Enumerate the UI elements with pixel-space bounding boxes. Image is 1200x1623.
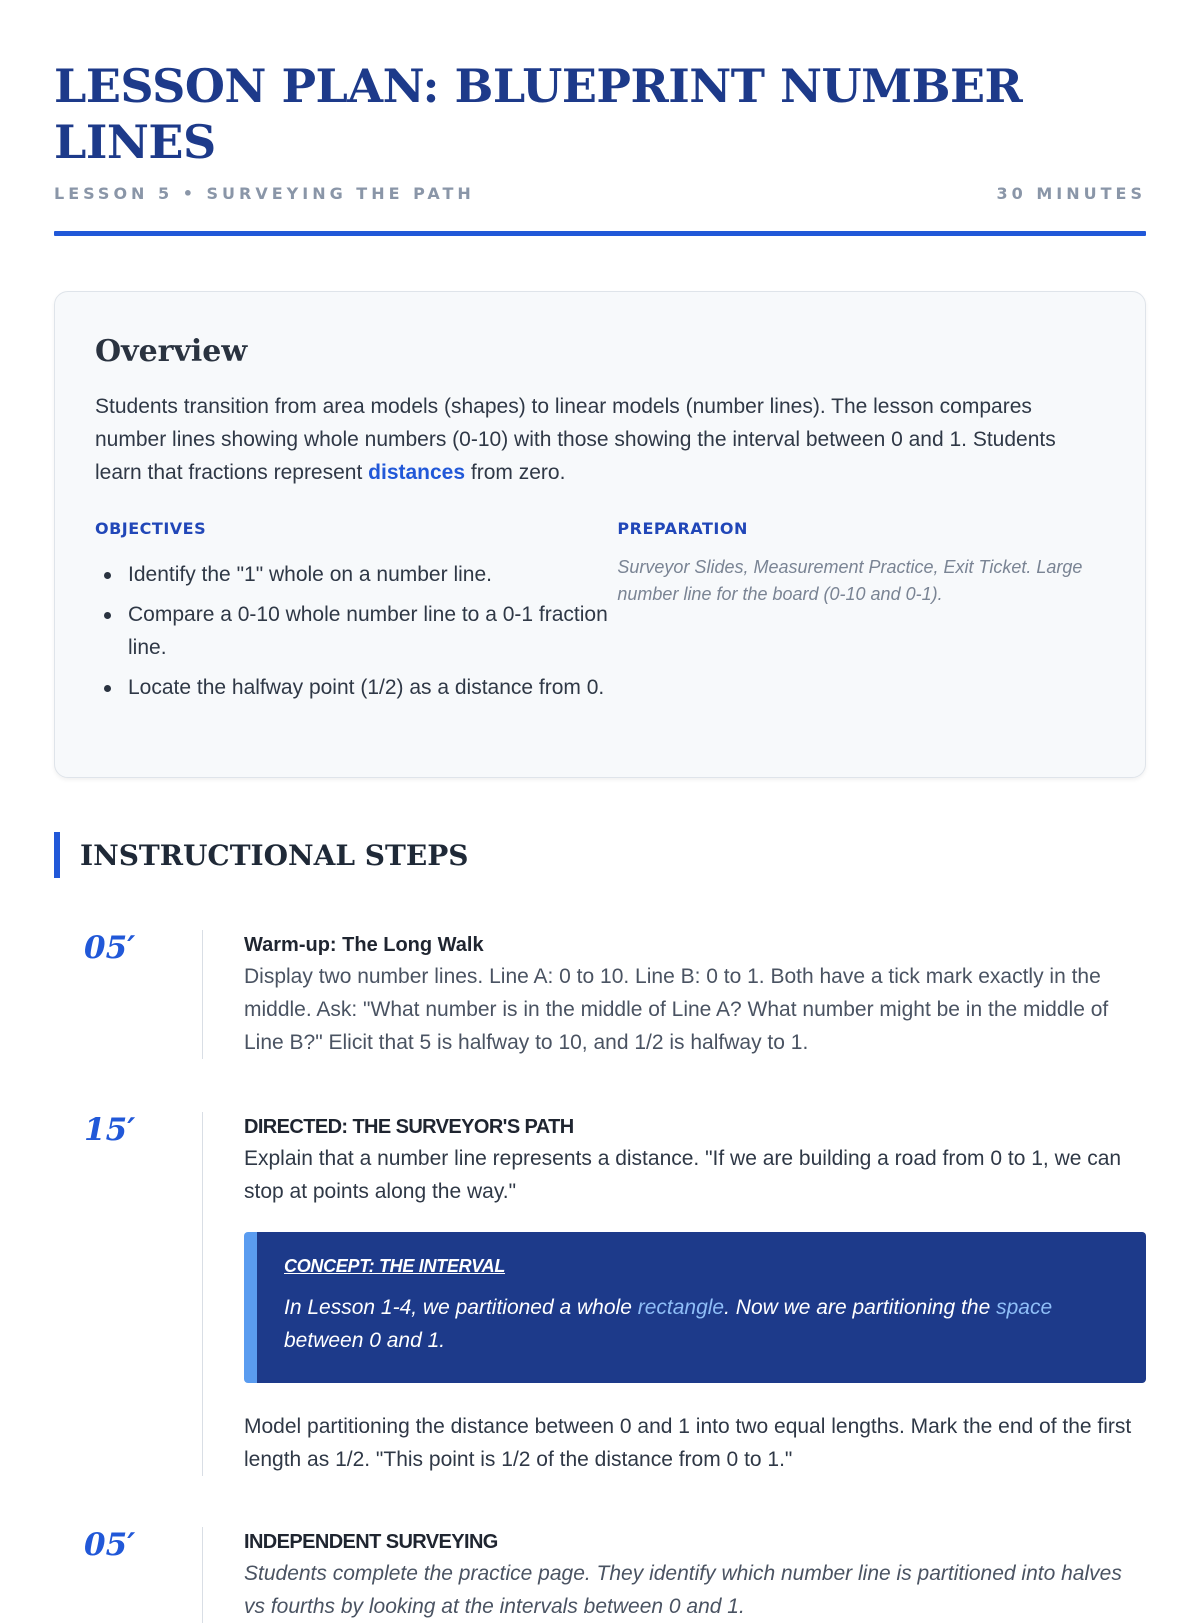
summary-highlight: distances bbox=[368, 461, 466, 484]
concept-text-part: between 0 and 1. bbox=[284, 1329, 446, 1352]
objective-item: Identify the "1" whole on a number line. bbox=[95, 558, 617, 591]
objective-item: Compare a 0-10 whole number line to a 0-1 fraction line. bbox=[95, 598, 617, 664]
overview-summary bbox=[95, 390, 1105, 489]
step-title: Warm-up: The Long Walk bbox=[244, 934, 484, 956]
summary-text-end: from zero. bbox=[465, 461, 566, 484]
step-body bbox=[202, 930, 1146, 1059]
concept-text-part: . Now we are partitioning the bbox=[724, 1296, 997, 1319]
concept-accent-word: rectangle bbox=[637, 1296, 725, 1319]
overview-card bbox=[54, 291, 1146, 778]
objectives-heading: OBJECTIVES bbox=[95, 519, 207, 538]
step-title: INDEPENDENT SURVEYING bbox=[244, 1531, 498, 1553]
concept-text bbox=[284, 1291, 1119, 1357]
preparation-heading: PREPARATION bbox=[617, 519, 748, 538]
step-time: 15′ bbox=[84, 1112, 136, 1148]
step-description: Students complete the practice page. They identify which number line is partitioned into halves vs fourths by looking at the intervals between 0 and 1. bbox=[244, 1562, 1122, 1618]
concept-callout bbox=[244, 1232, 1146, 1383]
concept-accent-word: space bbox=[996, 1296, 1053, 1319]
steps-section-header bbox=[54, 832, 1146, 878]
page-header bbox=[54, 0, 1146, 236]
steps-heading: INSTRUCTIONAL STEPS bbox=[80, 838, 469, 872]
objectives-list bbox=[95, 558, 617, 704]
step-body bbox=[202, 1527, 1146, 1623]
objective-item: Locate the halfway point (1/2) as a distance from 0. bbox=[95, 671, 617, 704]
step-time: 05′ bbox=[84, 1527, 136, 1563]
summary-text-start: Students transition from area models (shapes) to linear models (number lines). The lesson compares number lines showing whole numbers (0-10) with those showing the interval between 0 and 1. Students learn that fractions represent bbox=[95, 395, 1056, 484]
header-divider bbox=[54, 231, 1146, 236]
header-subline bbox=[54, 184, 1146, 203]
step-title: DIRECTED: THE SURVEYOR'S PATH bbox=[244, 1116, 574, 1138]
overview-columns bbox=[95, 519, 1105, 711]
step-warmup bbox=[54, 930, 1146, 1059]
page-title: LESSON PLAN: BLUEPRINT NUMBER LINES bbox=[54, 59, 1023, 169]
lesson-label: LESSON 5 • SURVEYING THE PATH bbox=[54, 184, 475, 203]
step-description-followup: Model partitioning the distance between 0 and 1 into two equal lengths. Mark the end of the first length as 1/2. "This point is 1/2 of the distance from 0 to 1." bbox=[244, 1415, 1132, 1471]
preparation-text: Surveyor Slides, Measurement Practice, Exit Ticket. Large number line for the board (0-10 and 0-1). bbox=[617, 557, 1083, 604]
concept-label: CONCEPT: THE INTERVAL bbox=[284, 1256, 506, 1276]
step-body bbox=[202, 1112, 1146, 1476]
objectives-column bbox=[95, 519, 617, 711]
step-directed bbox=[54, 1112, 1146, 1476]
step-description: Explain that a number line represents a distance. "If we are building a road from 0 to 1, we can stop at points along the way." bbox=[244, 1147, 1122, 1203]
concept-text-part: In Lesson 1-4, we partitioned a whole bbox=[284, 1296, 638, 1319]
step-independent bbox=[54, 1527, 1146, 1623]
preparation-column bbox=[617, 519, 1105, 711]
step-description: Display two number lines. Line A: 0 to 10. Line B: 0 to 1. Both have a tick mark exactly in the middle. Ask: "What number is in the middle of Line A? What number might be in the middle of Line B?" Elicit that 5 is halfway to 10, and 1/2 is halfway to 1. bbox=[244, 965, 1109, 1054]
step-time: 05′ bbox=[84, 930, 136, 966]
duration-label: 30 MINUTES bbox=[996, 184, 1146, 203]
overview-heading: Overview bbox=[95, 334, 248, 369]
